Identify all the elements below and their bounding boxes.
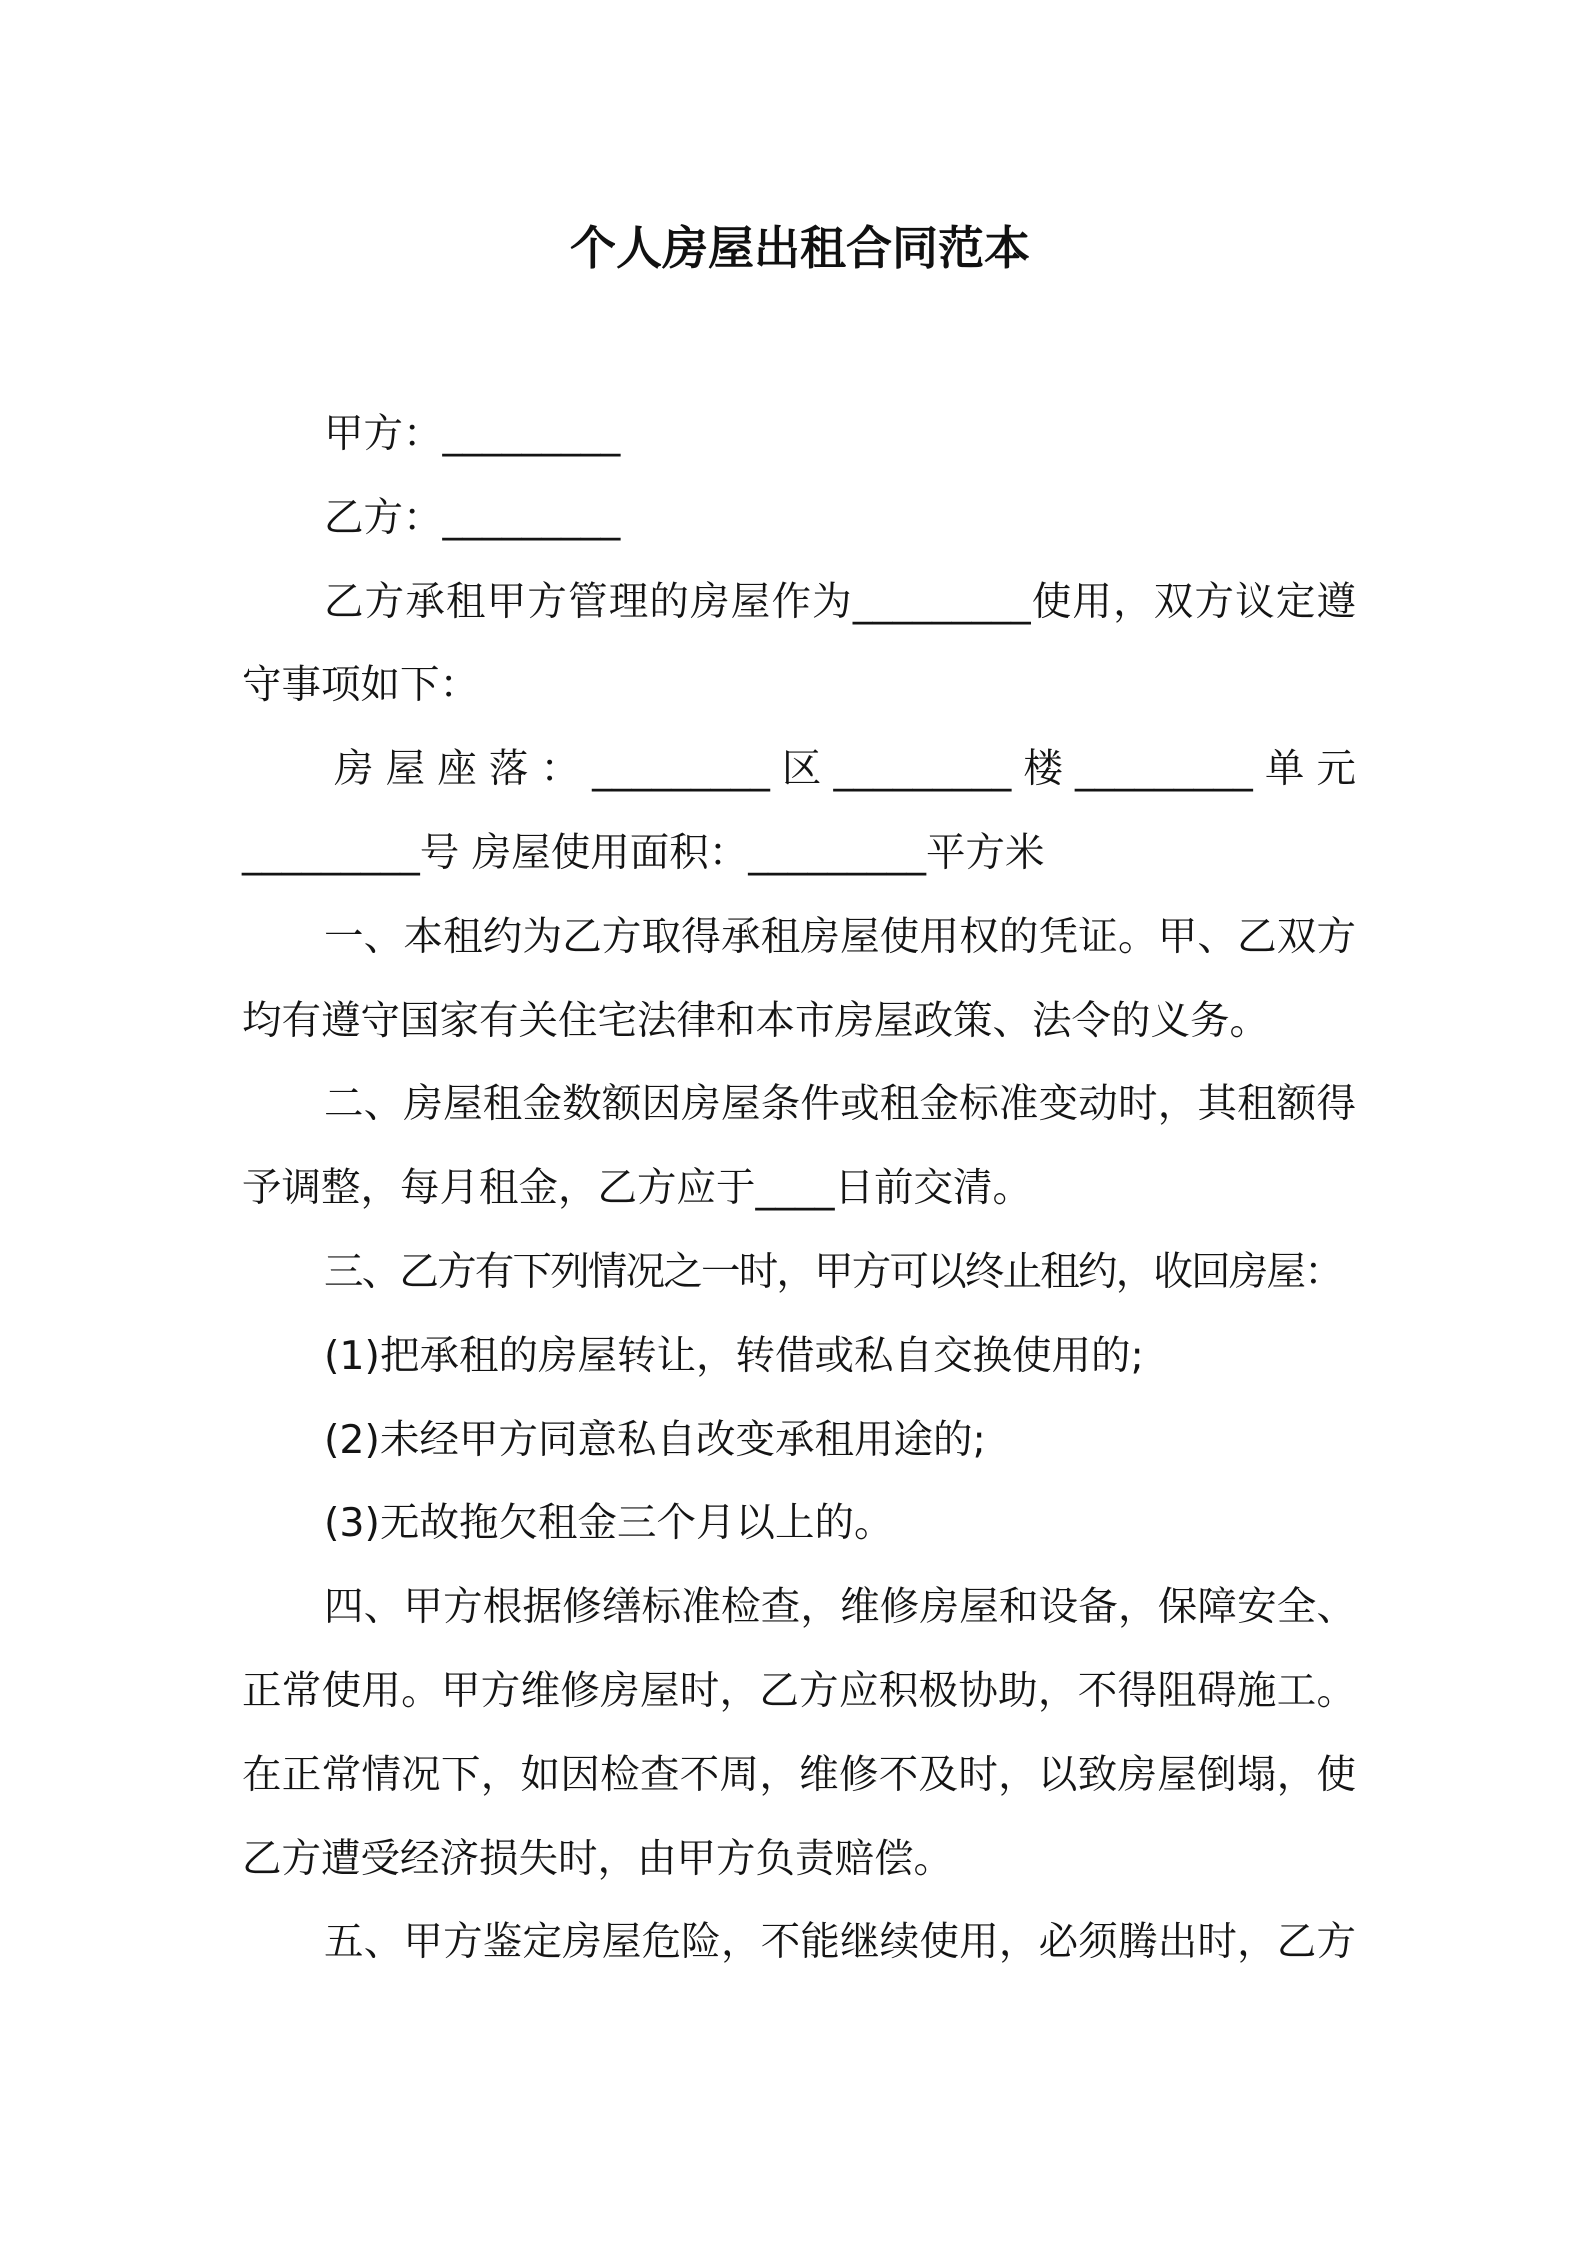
- clause-3-item: (3)无故拖欠租金三个月以上的。: [324, 1500, 894, 1547]
- clause-2-line: 予调整，每月租金，乙方应于____日前交清。: [242, 1165, 1032, 1212]
- clause-1-line: 一、本租约为乙方取得承租房屋使用权的凭证。甲、乙双方: [324, 913, 1356, 960]
- clause-3-item: (2)未经甲方同意私自改变承租用途的;: [324, 1416, 986, 1463]
- clause-3-item: (1)把承租的房屋转让，转借或私自交换使用的;: [324, 1332, 1144, 1379]
- clause-4-line: 乙方遭受经济损失时，由甲方负责赔偿。: [242, 1835, 953, 1882]
- intro-paragraph: [242, 561, 1356, 729]
- clause-5-line: 五、甲方鉴定房屋危险，不能继续使用，必须腾出时，乙方: [324, 1919, 1356, 1966]
- clause-4-paragraph: [242, 1566, 1356, 1901]
- location-line: 房屋座落：_________区_________楼_________单元: [334, 746, 1356, 793]
- clause-1-paragraph: [242, 896, 1356, 1064]
- clause-3-paragraph: [242, 1231, 1356, 1315]
- clause-3-line: 三、乙方有下列情况之一时，甲方可以终止租约，收回房屋：: [324, 1248, 1342, 1295]
- intro-line: 守事项如下：: [242, 662, 479, 709]
- party-b-line: 乙方：_________: [324, 494, 621, 541]
- intro-line: 乙方承租甲方管理的房屋作为_________使用，双方议定遵: [324, 578, 1356, 625]
- clause-2-line: 二、房屋租金数额因房屋条件或租金标准变动时，其租额得: [324, 1081, 1356, 1128]
- contract-body: [242, 393, 1356, 1985]
- clause-5-paragraph: [242, 1901, 1356, 1985]
- clause-3-items: [242, 1315, 1356, 1566]
- clause-4-line: 正常使用。甲方维修房屋时，乙方应积极协助，不得阻碍施工。: [242, 1667, 1356, 1714]
- clause-4-line: 在正常情况下，如因检查不周，维修不及时，以致房屋倒塌，使: [242, 1751, 1356, 1798]
- location-line: _________号 房屋使用面积：_________平方米: [242, 829, 1045, 876]
- location-paragraph: [242, 728, 1356, 896]
- clause-4-line: 四、甲方根据修缮标准检查，维修房屋和设备，保障安全、: [324, 1584, 1356, 1631]
- clause-1-line: 均有遵守国家有关住宅法律和本市房屋政策、法令的义务。: [242, 997, 1269, 1044]
- clause-2-paragraph: [242, 1063, 1356, 1231]
- document-title: 个人房屋出租合同范本: [570, 221, 1030, 275]
- party-a-line: 甲方：_________: [324, 411, 621, 457]
